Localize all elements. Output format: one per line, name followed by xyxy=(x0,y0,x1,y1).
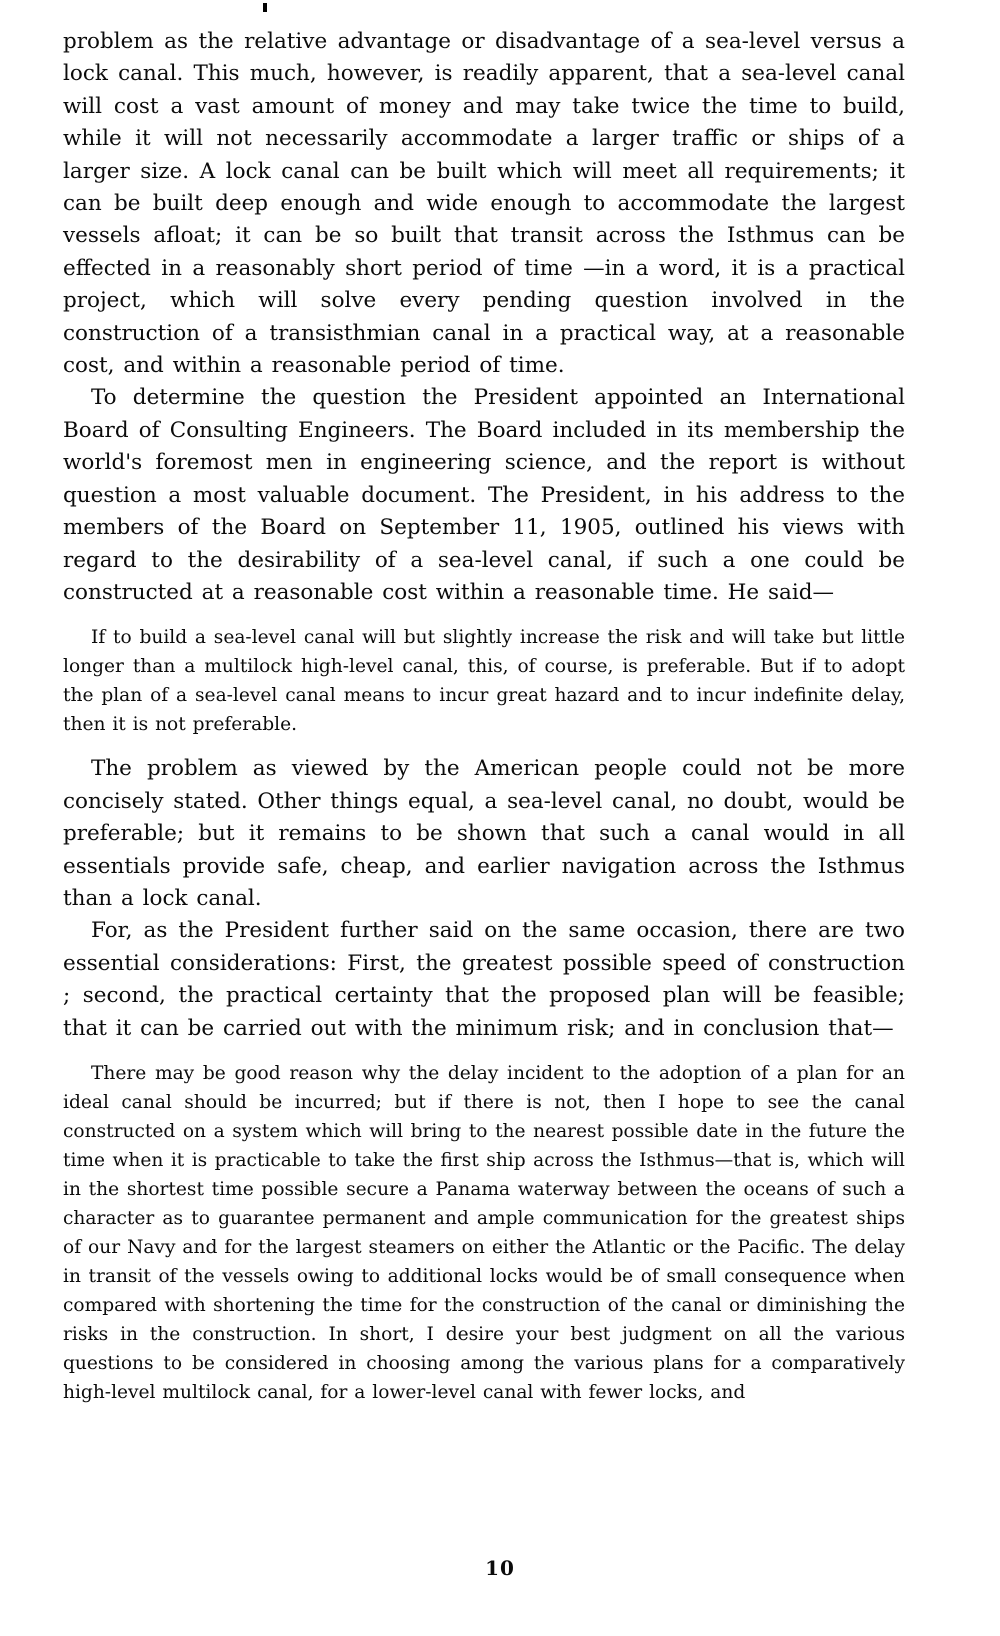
paragraph-continuation: problem as the relative advantage or disadvantage of a sea-level versus a lock canal. This much, however, is readily apparent, that a sea-level canal will cost a vast amount of money and may take twice the time to build, while it will not necessarily accommodate a larger traffic or ships of a larger size. A lock canal can be built which will meet all requirements; it can be built deep enough and wide enough to accommodate the largest vessels afloat; it can be so built that transit across the Isthmus can be effected in a reasonably short period of time —in a word, it is a practical project, which will solve every pending question involved in the construction of a transisthmian canal in a practical way, at a reasonable cost, and within a reasonable period of time. xyxy=(63,29,905,379)
paragraph-two-considerations: For, as the President further said on the same occasion, there are two essential considerations: First, the greatest possible speed of construction ; second, the practical certainty that the proposed plan will be feasible; that it can be carried out with the minimum risk; and in conclusion that— xyxy=(63,918,905,1041)
blockquote-president-judgment: There may be good reason why the delay incident to the adoption of a plan for an ideal canal should be incurred; but if there is not, then I hope to see the canal constructed on a system which will bring to the nearest possible date in the future the time when it is practicable to take the first ship across the Isthmus—that is, which will in the shortest time possible secure a Panama waterway between the oceans of such a character as to guarantee permanent and ample communication for the greatest ships of our Navy and for the largest steamers on either the Atlantic or the Pacific. The delay in transit of the vessels owing to additional locks would be of small consequence when compared with shortening the time for the construction of the canal or diminishing the risks in the construction. In short, I desire your best judgment on all the various questions to be considered in choosing among the various plans for a comparatively high-level multilock canal, for a lower-level canal with fewer locks, and xyxy=(63,1062,905,1403)
scan-artifact-mark xyxy=(263,3,267,12)
blockquote-president-sea-level: If to build a sea-level canal will but slightly increase the risk and will take but little longer than a multilock high-level canal, this, of course, is preferable. But if to adopt the plan of a sea-level canal means to incur great hazard and to incur indefinite delay, then it is not preferable. xyxy=(63,627,905,736)
page-number: 10 xyxy=(485,1556,515,1580)
paragraph-problem-viewed: The problem as viewed by the American people could not be more concisely stated. Other things equal, a sea-level canal, no doubt, would be preferable; but it remains to be shown that such a canal would in all essentials provide safe, cheap, and earlier navigation across the Isthmus than a lock canal. xyxy=(63,756,905,911)
page-text-block xyxy=(63,26,905,1421)
paragraph-board-appointed: To determine the question the President appointed an International Board of Consulting Engineers. The Board included in its membership the world's foremost men in engineering science, and the report is without question a most valuable document. The President, in his address to the members of the Board on September 11, 1905, outlined his views with regard to the desirability of a sea-level canal, if such a one could be constructed at a reasonable cost within a reasonable time. He said— xyxy=(63,385,905,605)
